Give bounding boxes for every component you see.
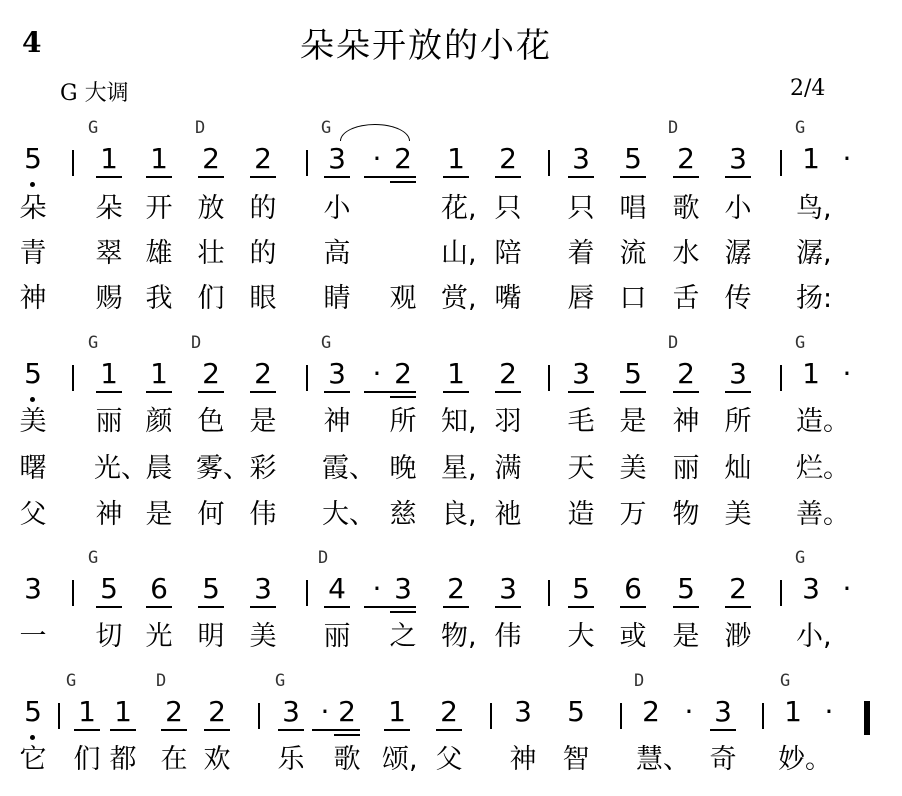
lyric-char: 满 — [494, 453, 522, 484]
note: 2 — [729, 572, 747, 605]
eighth-underline — [250, 391, 276, 393]
lyric-char: 着 — [567, 238, 595, 269]
lyric-char: 颜 — [145, 406, 173, 437]
note: 3 — [729, 142, 747, 175]
lyric-char: 切 — [95, 621, 123, 652]
eighth-underline — [161, 729, 187, 731]
lyric-char: 羽 — [494, 406, 522, 437]
lyric-char: 神 — [672, 406, 700, 437]
eighth-underline — [146, 391, 172, 393]
chord-symbol: D — [156, 671, 167, 691]
lyric-char: 渺 — [724, 621, 752, 652]
eighth-underline — [364, 176, 390, 178]
eighth-underline — [384, 729, 410, 731]
eighth-underline — [620, 391, 646, 393]
lyric-char: 眼 — [249, 283, 277, 314]
note: · — [824, 695, 834, 728]
lyric-char: 伟 — [494, 621, 522, 652]
note: 5 — [24, 357, 42, 390]
lyric-char: 神 — [509, 744, 537, 775]
eighth-underline — [495, 606, 521, 608]
lyric-char: 们 — [197, 283, 225, 314]
eighth-underline — [334, 729, 360, 731]
sixteenth-underline — [390, 181, 416, 183]
bar-line — [548, 580, 550, 606]
chord-symbol: G — [275, 671, 286, 691]
note: 3 — [572, 357, 590, 390]
eighth-underline — [364, 391, 390, 393]
chord-symbol: G — [88, 118, 99, 138]
lyric-char: 雾、 — [196, 453, 250, 484]
note: 2 — [202, 357, 220, 390]
lyric-char: 神 — [19, 283, 47, 314]
bar-line — [72, 150, 74, 176]
eighth-underline — [620, 606, 646, 608]
lyric-char: 光 — [145, 621, 173, 652]
bar-line — [72, 365, 74, 391]
note: 1 — [447, 142, 465, 175]
lyric-char: 丽 — [672, 453, 700, 484]
eighth-underline — [198, 606, 224, 608]
note: 2 — [254, 357, 272, 390]
note: 5 — [677, 572, 695, 605]
lyric-char: 它 — [19, 744, 47, 775]
lyric-char: 万 — [619, 499, 647, 530]
lyric-char: 在 — [160, 744, 188, 775]
lyric-char: 毛 — [567, 406, 595, 437]
note: 1 — [447, 357, 465, 390]
lyric-char: 丽 — [95, 406, 123, 437]
lyric-char: 大 — [567, 621, 595, 652]
lyric-char: 美 — [619, 453, 647, 484]
lyric-line — [0, 498, 902, 538]
eighth-underline — [568, 176, 594, 178]
lyric-char: 翠 — [95, 238, 123, 269]
lyric-char: 物 — [672, 499, 700, 530]
lyric-char: 青 — [19, 238, 47, 269]
note: 5 — [624, 142, 642, 175]
lyric-line — [0, 282, 902, 322]
lyric-char: 曙 — [19, 453, 47, 484]
lyric-char: 山, — [441, 238, 477, 269]
eighth-underline — [710, 729, 736, 731]
eighth-underline — [146, 176, 172, 178]
lyric-char: 所 — [724, 406, 752, 437]
time-signature: 2/4 — [790, 76, 826, 101]
lyric-char: 小, — [796, 621, 832, 652]
note: 2 — [499, 142, 517, 175]
eighth-underline — [96, 606, 122, 608]
bar-line — [258, 703, 260, 729]
eighth-underline — [250, 606, 276, 608]
note: 1 — [784, 695, 802, 728]
chord-symbol: D — [195, 118, 206, 138]
eighth-underline — [443, 391, 469, 393]
bar-line — [762, 703, 764, 729]
eighth-underline — [673, 606, 699, 608]
eighth-underline — [620, 176, 646, 178]
eighth-underline — [390, 391, 416, 393]
eighth-underline — [390, 176, 416, 178]
note: 1 — [802, 142, 820, 175]
bar-line — [548, 365, 550, 391]
note: 3 — [394, 572, 412, 605]
lyric-char: 善。 — [796, 499, 850, 530]
lyric-char: 壮 — [197, 238, 225, 269]
lyric-char: 放 — [197, 193, 225, 224]
lyric-char: 开 — [145, 193, 173, 224]
eighth-underline — [250, 176, 276, 178]
note: 2 — [394, 142, 412, 175]
note: · — [842, 142, 852, 175]
lyric-char: 神 — [323, 406, 351, 437]
lyric-char: 一 — [19, 621, 47, 652]
low-octave-dot — [30, 397, 35, 402]
lyric-char: 晚 — [389, 453, 417, 484]
bar-line — [306, 150, 308, 176]
note: 3 — [328, 142, 346, 175]
lyric-char: 赏, — [441, 283, 477, 314]
lyric-line — [0, 237, 902, 277]
eighth-underline — [324, 176, 350, 178]
lyric-char: 烂。 — [796, 453, 850, 484]
lyric-char: 知, — [441, 406, 477, 437]
bar-line — [58, 703, 60, 729]
lyric-char: 水 — [672, 238, 700, 269]
lyric-char: 慈 — [389, 499, 417, 530]
note: 5 — [24, 695, 42, 728]
lyric-char: 的 — [249, 193, 277, 224]
lyric-char: 小 — [724, 193, 752, 224]
bar-line — [548, 150, 550, 176]
chord-symbol: D — [191, 333, 202, 353]
lyric-char: 只 — [567, 193, 595, 224]
chord-symbol: G — [795, 548, 806, 568]
music-line — [0, 333, 902, 405]
lyric-char: 小 — [323, 193, 351, 224]
lyric-char: 神 — [95, 499, 123, 530]
chord-symbol: D — [634, 671, 645, 691]
lyric-char: 睛 — [323, 283, 351, 314]
chord-symbol: G — [795, 118, 806, 138]
chord-symbol: G — [795, 333, 806, 353]
lyric-char: 的 — [249, 238, 277, 269]
lyric-char: 是 — [249, 406, 277, 437]
chord-symbol: D — [318, 548, 329, 568]
lyric-char: 明 — [197, 621, 225, 652]
note: 2 — [677, 142, 695, 175]
bar-line — [72, 580, 74, 606]
note: 3 — [328, 357, 346, 390]
note: 5 — [202, 572, 220, 605]
eighth-underline — [278, 729, 304, 731]
lyric-char: 智 — [562, 744, 590, 775]
note: 3 — [572, 142, 590, 175]
note: 2 — [165, 695, 183, 728]
note: · — [320, 695, 330, 728]
note: 1 — [100, 142, 118, 175]
lyric-char: 彩 — [249, 453, 277, 484]
chord-symbol: D — [668, 118, 679, 138]
note: 2 — [499, 357, 517, 390]
eighth-underline — [198, 176, 224, 178]
note: 6 — [150, 572, 168, 605]
sixteenth-underline — [390, 611, 416, 613]
lyric-char: 物, — [441, 621, 477, 652]
eighth-underline — [324, 391, 350, 393]
lyric-char: 扬: — [796, 283, 833, 314]
eighth-underline — [495, 176, 521, 178]
lyric-char: 唇 — [567, 283, 595, 314]
note: 2 — [677, 357, 695, 390]
note: · — [372, 142, 382, 175]
note: 5 — [567, 695, 585, 728]
slur — [340, 124, 410, 141]
lyric-char: 鸟, — [796, 193, 832, 224]
chord-symbol: D — [668, 333, 679, 353]
bar-line — [620, 703, 622, 729]
chord-symbol: G — [88, 333, 99, 353]
lyric-char: 乐 — [277, 744, 305, 775]
note: · — [842, 572, 852, 605]
lyric-char: 朵 — [95, 193, 123, 224]
lyric-char: 欢 — [203, 744, 231, 775]
low-octave-dot — [30, 735, 35, 740]
note: 2 — [208, 695, 226, 728]
lyric-char: 颂, — [382, 744, 418, 775]
lyric-char: 赐 — [95, 283, 123, 314]
lyric-char: 都 — [109, 744, 137, 775]
lyric-char: 晨 — [145, 453, 173, 484]
low-octave-dot — [30, 182, 35, 187]
lyric-char: 大、 — [322, 499, 376, 530]
lyric-char: 丽 — [323, 621, 351, 652]
lyric-char: 慧、 — [636, 744, 690, 775]
lyric-char: 嘴 — [494, 283, 522, 314]
lyric-char: 妙。 — [778, 744, 832, 775]
final-bar-line — [864, 701, 870, 735]
note: · — [372, 572, 382, 605]
note: 3 — [499, 572, 517, 605]
eighth-underline — [673, 176, 699, 178]
note: 5 — [24, 142, 42, 175]
sixteenth-underline — [390, 396, 416, 398]
music-line — [0, 548, 902, 620]
note: 2 — [338, 695, 356, 728]
lyric-char: 是 — [672, 621, 700, 652]
lyric-char: 花, — [441, 193, 477, 224]
song-title: 朵朵开放的小花 — [300, 26, 552, 66]
lyric-line — [0, 452, 902, 492]
chord-symbol: G — [321, 118, 332, 138]
lyric-char: 造 — [567, 499, 595, 530]
lyric-char: 所 — [389, 406, 417, 437]
note: 3 — [514, 695, 532, 728]
note: 1 — [802, 357, 820, 390]
lyric-char: 高 — [323, 238, 351, 269]
lyric-char: 天 — [567, 453, 595, 484]
music-line — [0, 118, 902, 190]
lyric-char: 之 — [389, 621, 417, 652]
lyric-char: 美 — [19, 406, 47, 437]
lyric-char: 父 — [435, 744, 463, 775]
eighth-underline — [443, 176, 469, 178]
lyric-char: 陪 — [494, 238, 522, 269]
eighth-underline — [96, 391, 122, 393]
lyric-char: 美 — [249, 621, 277, 652]
lyric-char: 朵 — [19, 193, 47, 224]
lyric-char: 歌 — [672, 193, 700, 224]
note: 3 — [802, 572, 820, 605]
lyric-char: 流 — [619, 238, 647, 269]
sixteenth-underline — [334, 734, 360, 736]
lyric-char: 是 — [619, 406, 647, 437]
eighth-underline — [146, 606, 172, 608]
lyric-char: 潺, — [796, 238, 832, 269]
lyric-line — [0, 192, 902, 232]
eighth-underline — [110, 729, 136, 731]
lyric-char: 色 — [197, 406, 225, 437]
bar-line — [780, 150, 782, 176]
note: · — [372, 357, 382, 390]
lyric-char: 霞、 — [322, 453, 376, 484]
bar-line — [490, 703, 492, 729]
note: · — [842, 357, 852, 390]
lyric-char: 造。 — [796, 406, 850, 437]
note: 3 — [714, 695, 732, 728]
lyric-char: 歌 — [333, 744, 361, 775]
chord-symbol: G — [66, 671, 77, 691]
note: 3 — [282, 695, 300, 728]
lyric-char: 父 — [19, 499, 47, 530]
eighth-underline — [436, 729, 462, 731]
note: 2 — [642, 695, 660, 728]
lyric-char: 潺 — [724, 238, 752, 269]
lyric-char: 传 — [724, 283, 752, 314]
note: 5 — [100, 572, 118, 605]
chord-symbol: G — [88, 548, 99, 568]
note: 5 — [624, 357, 642, 390]
lyric-char: 雄 — [145, 238, 173, 269]
lyric-char: 唱 — [619, 193, 647, 224]
note: 1 — [100, 357, 118, 390]
note: 4 — [328, 572, 346, 605]
note: 2 — [202, 142, 220, 175]
key-signature: G 大调 — [60, 81, 129, 106]
music-line — [0, 671, 902, 743]
note: 1 — [78, 695, 96, 728]
lyric-char: 何 — [197, 499, 225, 530]
lyric-char: 我 — [145, 283, 173, 314]
lyric-char: 是 — [145, 499, 173, 530]
lyric-line — [0, 405, 902, 445]
eighth-underline — [364, 606, 390, 608]
eighth-underline — [390, 606, 416, 608]
lyric-char: 良, — [441, 499, 477, 530]
lyric-line — [0, 743, 902, 783]
note: 2 — [254, 142, 272, 175]
note: · — [684, 695, 694, 728]
eighth-underline — [725, 606, 751, 608]
lyric-char: 星, — [441, 453, 477, 484]
eighth-underline — [204, 729, 230, 731]
note: 1 — [150, 142, 168, 175]
eighth-underline — [198, 391, 224, 393]
lyric-line — [0, 620, 902, 660]
lyric-char: 祂 — [494, 499, 522, 530]
eighth-underline — [725, 176, 751, 178]
note: 2 — [394, 357, 412, 390]
note: 2 — [440, 695, 458, 728]
eighth-underline — [673, 391, 699, 393]
lyric-char: 伟 — [249, 499, 277, 530]
note: 5 — [572, 572, 590, 605]
eighth-underline — [568, 391, 594, 393]
lyric-char: 灿 — [724, 453, 752, 484]
eighth-underline — [568, 606, 594, 608]
note: 1 — [388, 695, 406, 728]
eighth-underline — [443, 606, 469, 608]
chord-symbol: G — [321, 333, 332, 353]
lyric-char: 美 — [724, 499, 752, 530]
eighth-underline — [74, 729, 100, 731]
page-number: 4 — [22, 26, 42, 59]
note: 1 — [150, 357, 168, 390]
note: 2 — [447, 572, 465, 605]
note: 6 — [624, 572, 642, 605]
bar-line — [306, 580, 308, 606]
lyric-char: 舌 — [672, 283, 700, 314]
lyric-char: 们 — [73, 744, 101, 775]
eighth-underline — [725, 391, 751, 393]
note: 3 — [254, 572, 272, 605]
note: 3 — [729, 357, 747, 390]
lyric-char: 观 — [389, 283, 417, 314]
chord-symbol: G — [780, 671, 791, 691]
note: 1 — [114, 695, 132, 728]
note: 3 — [24, 572, 42, 605]
lyric-char: 奇 — [709, 744, 737, 775]
eighth-underline — [96, 176, 122, 178]
lyric-char: 光、 — [94, 453, 148, 484]
lyric-char: 口 — [619, 283, 647, 314]
lyric-char: 只 — [494, 193, 522, 224]
eighth-underline — [324, 606, 350, 608]
lyric-char: 或 — [619, 621, 647, 652]
eighth-underline — [495, 391, 521, 393]
bar-line — [780, 580, 782, 606]
bar-line — [306, 365, 308, 391]
bar-line — [780, 365, 782, 391]
